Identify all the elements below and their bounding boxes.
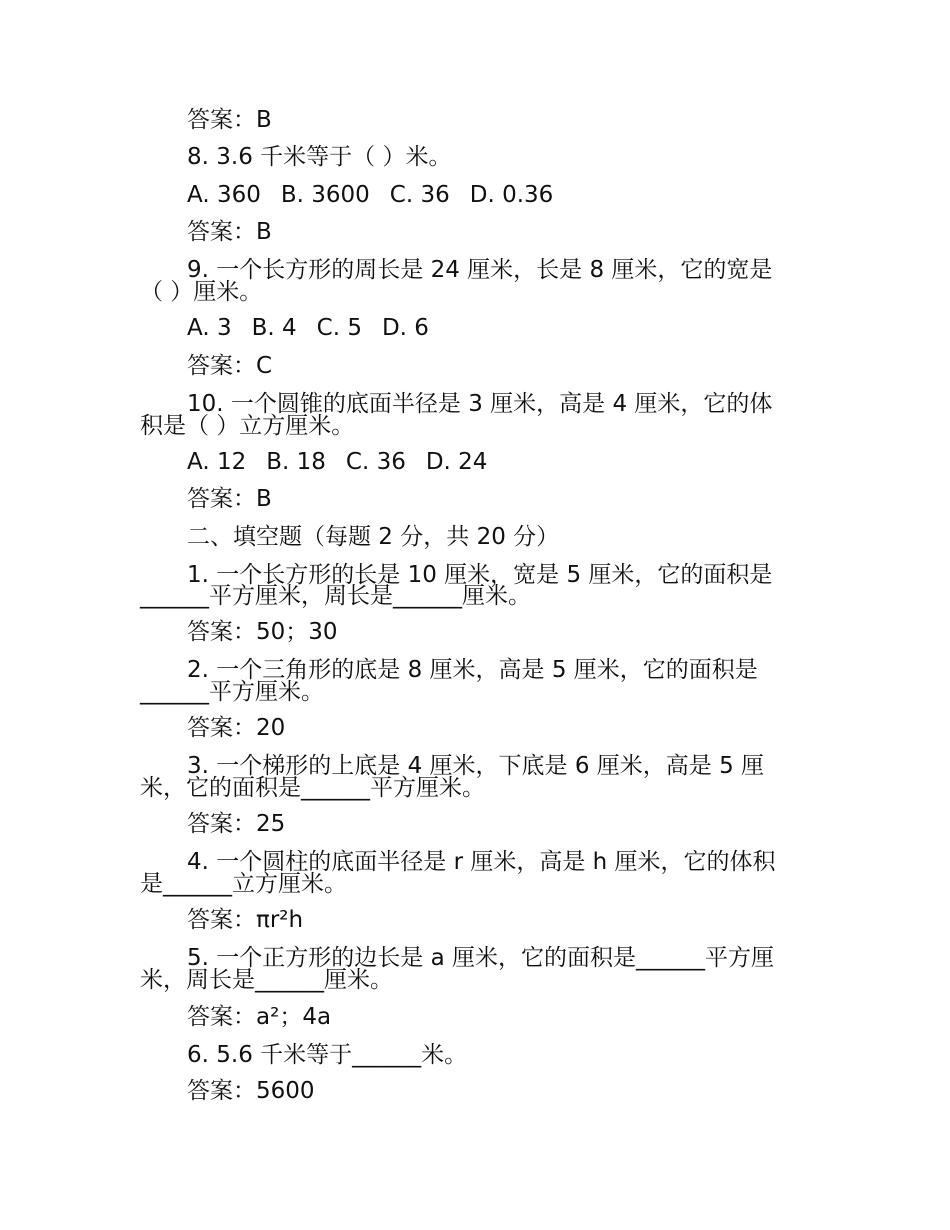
fill-question-3-line2: 米，它的面积是______平方厘米。 [140, 775, 485, 801]
answer-q8: 答案：B [187, 219, 272, 245]
question-9-line2: （ ）厘米。 [140, 279, 263, 305]
fill-question-4-line1: 4. 一个圆柱的底面半径是 r 厘米，高是 h 厘米，它的体积 [187, 849, 776, 875]
option-a: A. 12 [187, 449, 247, 475]
fill-question-2-line2: ______平方厘米。 [140, 679, 324, 705]
answer-q10: 答案：B [187, 486, 272, 512]
option-d: D. 6 [381, 315, 429, 341]
fill-question-4-line2: 是______立方厘米。 [140, 871, 347, 897]
question-9-options [187, 314, 429, 342]
option-a: A. 360 [187, 182, 261, 208]
fill-question-5-line1: 5. 一个正方形的边长是 a 厘米，它的面积是______平方厘 [187, 945, 774, 971]
fill-question-3-line1: 3. 一个梯形的上底是 4 厘米，下底是 6 厘米，高是 5 厘 [187, 753, 765, 779]
option-d: D. 24 [425, 449, 488, 475]
answer-q9: 答案：C [187, 353, 273, 379]
option-b: B. 4 [251, 315, 297, 341]
option-b: B. 3600 [280, 182, 370, 208]
question-8: 8. 3.6 千米等于（ ）米。 [187, 144, 452, 170]
question-10-line1: 10. 一个圆锥的底面半径是 3 厘米，高是 4 厘米，它的体 [187, 391, 773, 417]
question-10-line2: 积是（ ）立方厘米。 [140, 413, 355, 439]
option-c: C. 5 [316, 315, 362, 341]
fill-question-2-line1: 2. 一个三角形的底是 8 厘米，高是 5 厘米，它的面积是 [187, 657, 758, 683]
option-c: C. 36 [389, 182, 450, 208]
option-d: D. 0.36 [469, 182, 554, 208]
question-10-options [187, 448, 487, 476]
fill-question-6: 6. 5.6 千米等于______米。 [187, 1042, 468, 1068]
answer-q7: 答案：B [187, 107, 272, 133]
fill-answer-2: 答案：20 [187, 715, 286, 741]
fill-answer-5: 答案：a²；4a [187, 1004, 332, 1030]
fill-question-1-line2: ______平方厘米，周长是______厘米。 [140, 583, 531, 609]
section-heading-fill-in: 二、填空题（每题 2 分，共 20 分） [187, 524, 560, 550]
option-c: C. 36 [345, 449, 406, 475]
option-b: B. 18 [266, 449, 326, 475]
fill-answer-4: 答案：πr²h [187, 907, 304, 933]
question-9-line1: 9. 一个长方形的周长是 24 厘米，长是 8 厘米，它的宽是 [187, 257, 773, 283]
option-a: A. 3 [187, 315, 232, 341]
fill-answer-6: 答案：5600 [187, 1078, 315, 1104]
fill-question-5-line2: 米，周长是______厘米。 [140, 967, 393, 993]
fill-answer-3: 答案：25 [187, 811, 286, 837]
question-8-options [187, 181, 553, 209]
fill-answer-1: 答案：50；30 [187, 619, 338, 645]
fill-question-1-line1: 1. 一个长方形的长是 10 厘米，宽是 5 厘米，它的面积是 [187, 562, 773, 588]
